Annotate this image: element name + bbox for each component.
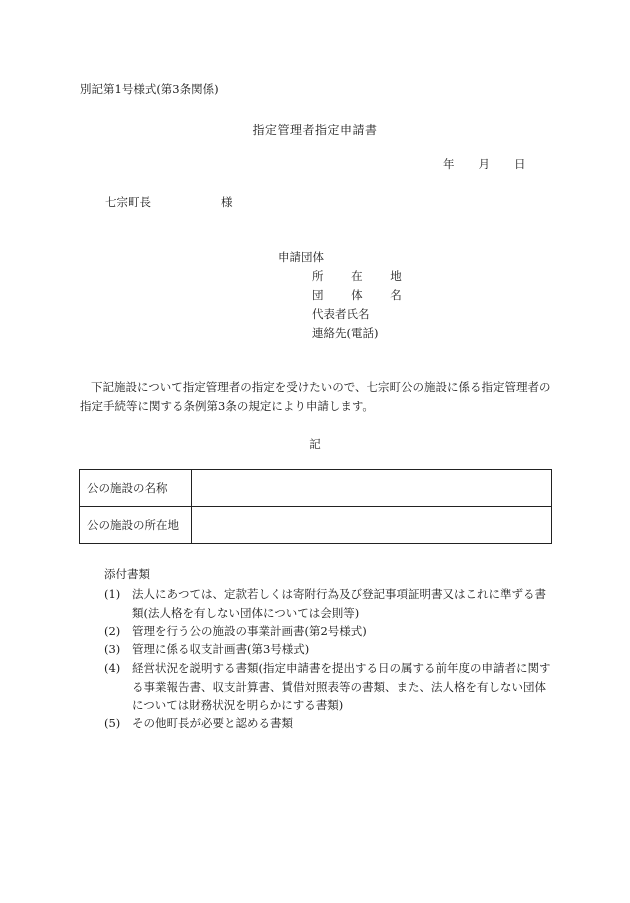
- document-title: 指定管理者指定申請書: [252, 123, 378, 137]
- attachment-item: [104, 714, 554, 733]
- attachment-item: [104, 640, 554, 659]
- attachments-heading: 添付書類: [104, 567, 150, 581]
- applicant-field-contact: 連絡先(電話): [312, 326, 379, 340]
- attachment-item-text: 経営状況を説明する書類(指定申請書を提出する日の属する前年度の申請者に関する事業報告書、収支計算書、賃借対照表等の書類、また、法人格を有しない団体については財務状況を明らかにする書類): [132, 661, 551, 712]
- table-row: [80, 507, 552, 544]
- date-day: 日: [514, 157, 526, 171]
- facility-table: [79, 469, 552, 544]
- applicant-field-organization: 団 体 名: [312, 288, 414, 302]
- attachment-item-number: (4): [104, 661, 121, 675]
- attachment-item: [104, 659, 554, 715]
- addressee-honorific: 様: [221, 195, 233, 209]
- attachment-item-number: (5): [104, 716, 121, 730]
- attachment-item-text: 管理に係る収支計画書(第3号様式): [132, 642, 310, 656]
- attachment-item: [104, 622, 554, 641]
- date-year: 年: [443, 157, 455, 171]
- attachment-item-text: 法人にあつては、定款若しくは寄附行為及び登記事項証明書又はこれに準ずる書類(法人格を有しない団体については会則等): [132, 587, 546, 620]
- application-statement: 下記施設について指定管理者の指定を受けたいので、七宗町公の施設に係る指定管理者の指定手続等に関する条例第3条の規定により申請します。: [80, 380, 551, 413]
- table-row: [80, 470, 552, 507]
- attachment-item-text: その他町長が必要と認める書類: [132, 716, 293, 730]
- addressee: [105, 194, 233, 210]
- date-line: [443, 156, 526, 172]
- ki-heading: 記: [309, 437, 321, 451]
- form-number-label: 別記第1号様式(第3条関係): [80, 82, 219, 96]
- attachment-item: [104, 585, 554, 622]
- attachment-item-number: (1): [104, 587, 121, 601]
- attachment-item-number: (3): [104, 642, 121, 656]
- attachment-item-number: (2): [104, 624, 121, 638]
- applicant-heading: 申請団体: [278, 250, 324, 264]
- addressee-name: 七宗町長: [105, 195, 151, 209]
- facility-name-label: 公の施設の名称: [80, 470, 192, 507]
- facility-location-label: 公の施設の所在地: [80, 507, 192, 544]
- facility-location-value[interactable]: [192, 507, 552, 544]
- attachment-item-text: 管理を行う公の施設の事業計画書(第2号様式): [132, 624, 367, 638]
- facility-name-value[interactable]: [192, 470, 552, 507]
- applicant-field-address: 所 在 地: [312, 269, 414, 283]
- applicant-field-representative: 代表者氏名: [312, 307, 370, 321]
- date-month: 月: [478, 157, 490, 171]
